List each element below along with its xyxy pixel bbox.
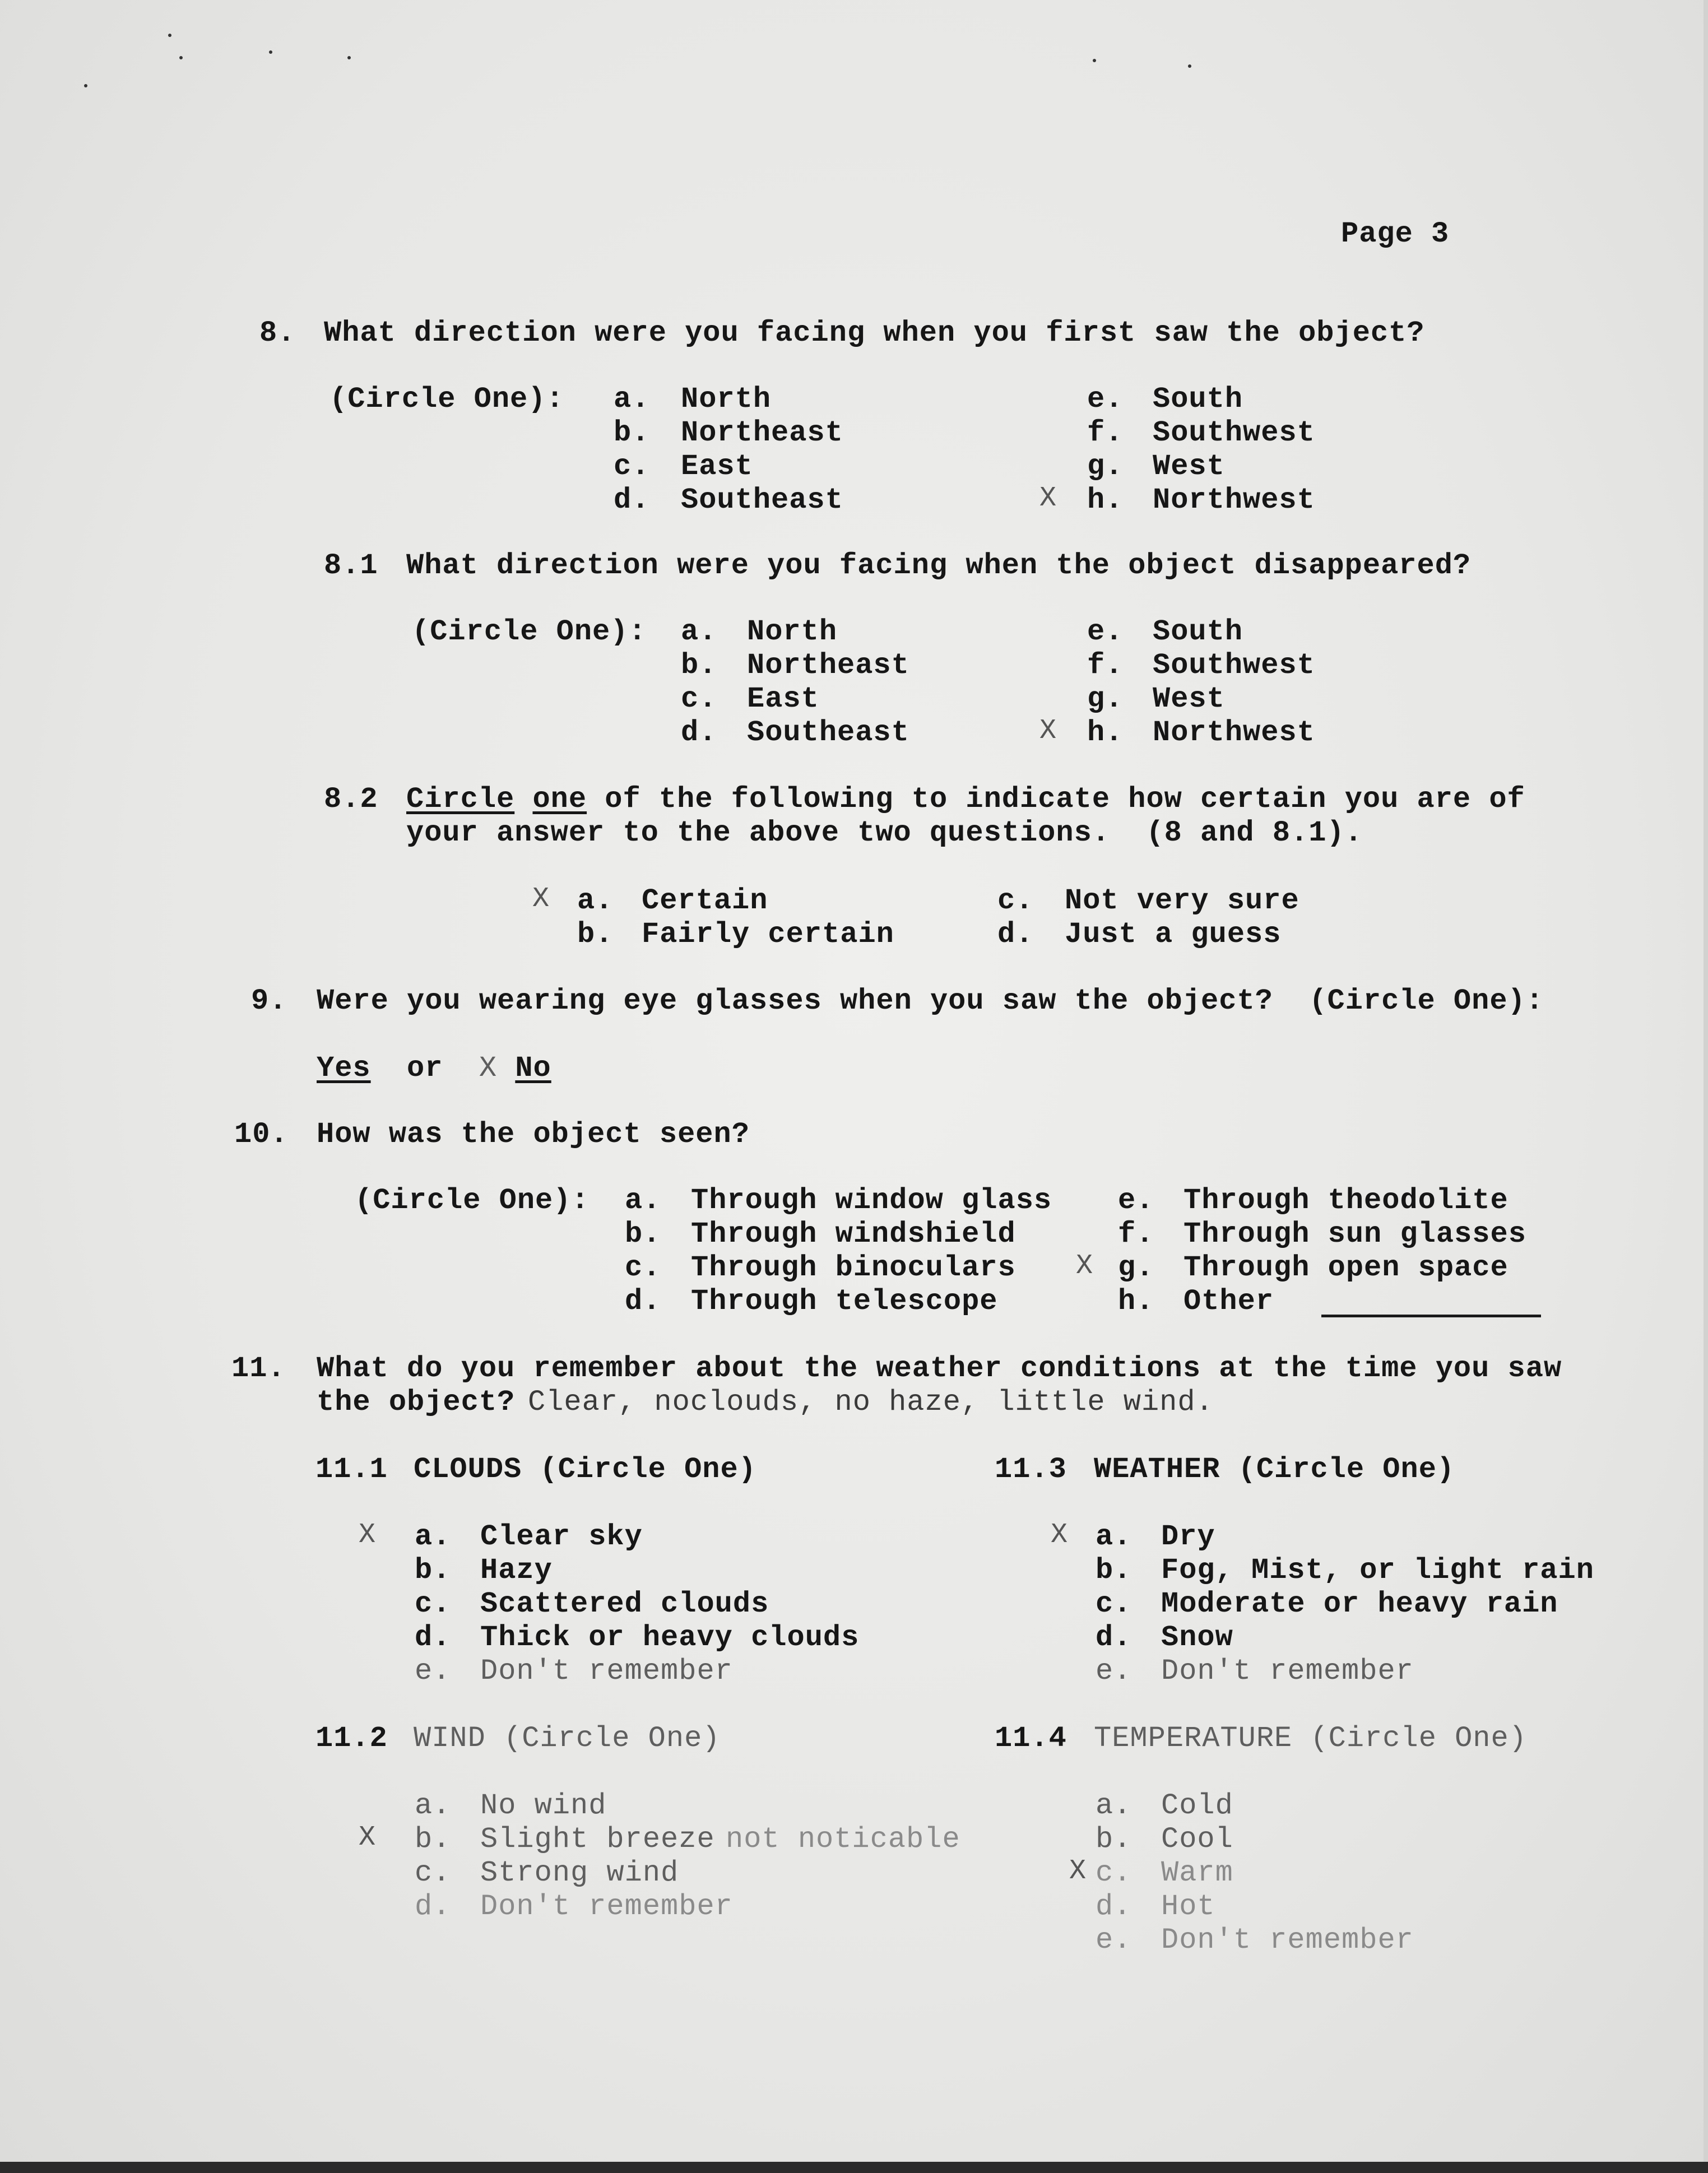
q10-instruction: (Circle One):: [355, 1184, 590, 1217]
q8-1-instruction: (Circle One):: [412, 615, 647, 648]
scan-speck: [84, 84, 87, 87]
q8-2-selection-mark: X: [532, 883, 550, 915]
q8-question: What direction were you facing when you first saw the object?: [324, 317, 1425, 350]
q11-1-option-thick-clouds: Thick or heavy clouds: [480, 1621, 860, 1654]
q11-1-option-hazy: Hazy: [480, 1554, 553, 1587]
q10-option-letter: c.: [625, 1251, 661, 1284]
q11-3-option-letter: a.: [1096, 1520, 1132, 1553]
q8-option-letter: e.: [1087, 383, 1124, 416]
q8-1-option-east: East: [747, 682, 819, 716]
q8-2-number: 8.2: [324, 783, 378, 816]
q11-3-option-letter: c.: [1096, 1587, 1132, 1621]
q8-option-southeast: Southeast: [681, 484, 843, 517]
q11-1-option-scattered-clouds: Scattered clouds: [480, 1587, 769, 1621]
q8-option-letter: a.: [614, 383, 650, 416]
q8-1-option-west: West: [1153, 682, 1225, 716]
scan-speck: [347, 56, 351, 59]
q8-option-letter: f.: [1087, 416, 1124, 449]
q11-3-option-moderate-rain: Moderate or heavy rain: [1161, 1587, 1558, 1621]
q10-option-sun-glasses: Through sun glasses: [1183, 1218, 1526, 1251]
q11-2-option-letter: a.: [415, 1789, 451, 1822]
q8-1-option-letter: h.: [1087, 716, 1124, 749]
q11-2-option-letter: d.: [415, 1890, 451, 1923]
q10-option-letter: h.: [1118, 1285, 1154, 1318]
q11-4-option-letter: e.: [1096, 1924, 1132, 1957]
q8-1-option-letter: d.: [681, 716, 717, 749]
q11-1-option-letter: c.: [415, 1587, 451, 1621]
q8-2-line1-rest: of the following to indicate how certain you are of: [605, 783, 1525, 816]
q11-typed-answer: Clear, noclouds, no haze, little wind.: [528, 1386, 1214, 1419]
q11-1-option-clear-sky: Clear sky: [480, 1520, 643, 1553]
q11-4-option-letter: a.: [1096, 1789, 1132, 1822]
q10-option-open-space: Through open space: [1183, 1251, 1509, 1284]
q11-question-line2: the object?: [317, 1386, 516, 1419]
q10-option-letter: b.: [625, 1218, 661, 1251]
q8-1-number: 8.1: [324, 549, 378, 582]
q11-2-typed-note: not noticable: [726, 1823, 960, 1856]
q11-1-number: 11.1: [315, 1453, 388, 1486]
q8-1-option-letter: g.: [1087, 682, 1124, 716]
q11-3-option-letter: e.: [1096, 1655, 1132, 1688]
scan-edge-right: [1704, 0, 1708, 2173]
scan-speck: [269, 50, 272, 54]
q11-4-option-dont-remember: Don't remember: [1161, 1924, 1414, 1957]
q10-other-blank-line: [1321, 1315, 1541, 1317]
q11-2-option-letter: b.: [415, 1823, 451, 1856]
scan-speck: [168, 34, 171, 37]
q8-option-letter: c.: [614, 450, 650, 483]
q8-1-option-letter: a.: [681, 615, 717, 648]
q8-option-north: North: [681, 383, 772, 416]
q10-option-binoculars: Through binoculars: [691, 1251, 1016, 1284]
q8-2-option-just-a-guess: Just a guess: [1065, 918, 1282, 951]
q8-option-letter: g.: [1087, 450, 1124, 483]
q11-4-number: 11.4: [995, 1722, 1067, 1755]
q11-4-option-letter: c.: [1096, 1856, 1132, 1889]
q9-number: 9.: [251, 985, 287, 1018]
q10-option-letter: g.: [1118, 1251, 1154, 1284]
q8-2-line2: your answer to the above two questions. (8 and 8.1).: [406, 816, 1363, 849]
q8-1-question: What direction were you facing when the object disappeared?: [406, 549, 1472, 582]
q11-2-option-dont-remember: Don't remember: [480, 1890, 733, 1923]
q8-2-one-word: one: [532, 783, 587, 816]
q11-question-line1: What do you remember about the weather conditions at the time you saw: [317, 1352, 1562, 1385]
q10-option-telescope: Through telescope: [691, 1285, 998, 1318]
q11-1-option-letter: b.: [415, 1554, 451, 1587]
q10-option-letter: a.: [625, 1184, 661, 1217]
q11-3-option-dont-remember: Don't remember: [1161, 1655, 1414, 1688]
q11-2-label: WIND (Circle One): [414, 1722, 721, 1755]
q8-instruction: (Circle One):: [329, 383, 564, 416]
q11-1-label: CLOUDS (Circle One): [414, 1453, 756, 1486]
q11-3-selection-mark: X: [1051, 1519, 1068, 1551]
q11-1-option-letter: d.: [415, 1621, 451, 1654]
q10-option-window-glass: Through window glass: [691, 1184, 1052, 1217]
scan-speck: [1093, 59, 1096, 62]
q11-2-option-no-wind: No wind: [480, 1789, 607, 1822]
q11-1-option-letter: a.: [415, 1520, 451, 1553]
q8-1-option-letter: c.: [681, 682, 717, 716]
q8-1-option-southeast: Southeast: [747, 716, 909, 749]
q10-option-letter: f.: [1118, 1218, 1154, 1251]
q10-option-letter: d.: [625, 1285, 661, 1318]
q11-number: 11.: [231, 1352, 286, 1385]
q10-option-other: Other: [1183, 1285, 1274, 1318]
q8-1-option-letter: f.: [1087, 649, 1124, 682]
q8-option-east: East: [681, 450, 753, 483]
q8-1-selection-mark: X: [1039, 715, 1057, 747]
q11-4-option-cold: Cold: [1161, 1789, 1233, 1822]
scan-speck: [1188, 64, 1191, 68]
q9-answer-line: [317, 1052, 551, 1085]
q11-4-option-hot: Hot: [1161, 1890, 1215, 1923]
q8-1-option-letter: b.: [681, 649, 717, 682]
page-label: Page 3: [1341, 217, 1450, 250]
q9-yes: Yes: [317, 1052, 371, 1085]
q11-4-option-warm: Warm: [1161, 1856, 1233, 1889]
q8-2-option-not-very-sure: Not very sure: [1065, 884, 1299, 917]
q10-question: How was the object seen?: [317, 1118, 750, 1151]
q10-option-letter: e.: [1118, 1184, 1154, 1217]
q8-option-northeast: Northeast: [681, 416, 843, 449]
q11-2-option-strong-wind: Strong wind: [480, 1856, 679, 1889]
q8-2-option-letter: c.: [997, 884, 1034, 917]
q11-3-option-letter: b.: [1096, 1554, 1132, 1587]
q11-4-option-cool: Cool: [1161, 1823, 1233, 1856]
q8-2-option-certain: Certain: [642, 884, 768, 917]
q9-or: or: [407, 1052, 443, 1085]
q8-option-south: South: [1153, 383, 1243, 416]
q8-1-option-letter: e.: [1087, 615, 1124, 648]
q11-4-option-letter: b.: [1096, 1823, 1132, 1856]
q8-2-option-letter: d.: [997, 918, 1034, 951]
q10-selection-mark: X: [1076, 1250, 1093, 1282]
q10-option-theodolite: Through theodolite: [1183, 1184, 1509, 1217]
q11-3-option-letter: d.: [1096, 1621, 1132, 1654]
q11-2-selection-mark: X: [359, 1822, 376, 1854]
q11-1-option-dont-remember: Don't remember: [480, 1655, 733, 1688]
scan-speck: [179, 56, 183, 59]
q8-1-option-southwest: Southwest: [1153, 649, 1315, 682]
q8-1-option-south: South: [1153, 615, 1243, 648]
q11-3-number: 11.3: [995, 1453, 1067, 1486]
q10-option-windshield: Through windshield: [691, 1218, 1016, 1251]
q11-4-option-letter: d.: [1096, 1890, 1132, 1923]
q8-option-northwest: Northwest: [1153, 484, 1315, 517]
q11-2-option-letter: c.: [415, 1856, 451, 1889]
q8-1-option-northeast: Northeast: [747, 649, 909, 682]
q11-1-option-letter: e.: [415, 1655, 451, 1688]
q8-2-option-fairly-certain: Fairly certain: [642, 918, 894, 951]
q8-1-option-northwest: Northwest: [1153, 716, 1315, 749]
q9-no: No: [515, 1052, 551, 1085]
q11-3-option-snow: Snow: [1161, 1621, 1233, 1654]
q10-number: 10.: [234, 1118, 289, 1151]
q11-4-selection-mark: X: [1069, 1855, 1087, 1887]
q9-question: Were you wearing eye glasses when you saw the object? (Circle One):: [317, 985, 1544, 1018]
q11-4-label: TEMPERATURE (Circle One): [1094, 1722, 1527, 1755]
q11-2-number: 11.2: [315, 1722, 388, 1755]
q8-2-circle-word: Circle: [406, 783, 515, 816]
q8-option-west: West: [1153, 450, 1225, 483]
q8-2-line1: [406, 783, 1525, 816]
scan-edge-bottom: [0, 2162, 1708, 2173]
q8-selection-mark: X: [1039, 482, 1057, 514]
q11-2-option-slight-breeze: Slight breeze: [480, 1823, 715, 1856]
q8-option-letter: b.: [614, 416, 650, 449]
q11-3-option-dry: Dry: [1161, 1520, 1215, 1553]
q8-2-option-letter: b.: [577, 918, 614, 951]
q8-option-letter: h.: [1087, 484, 1124, 517]
q8-number: 8.: [259, 317, 296, 350]
q9-selection-mark: X: [479, 1052, 498, 1085]
q8-option-letter: d.: [614, 484, 650, 517]
q11-1-selection-mark: X: [359, 1519, 376, 1551]
q8-2-option-letter: a.: [577, 884, 614, 917]
q8-1-option-north: North: [747, 615, 838, 648]
q8-option-southwest: Southwest: [1153, 416, 1315, 449]
q11-3-option-fog-mist: Fog, Mist, or light rain: [1161, 1554, 1594, 1587]
q11-3-label: WEATHER (Circle One): [1094, 1453, 1455, 1486]
